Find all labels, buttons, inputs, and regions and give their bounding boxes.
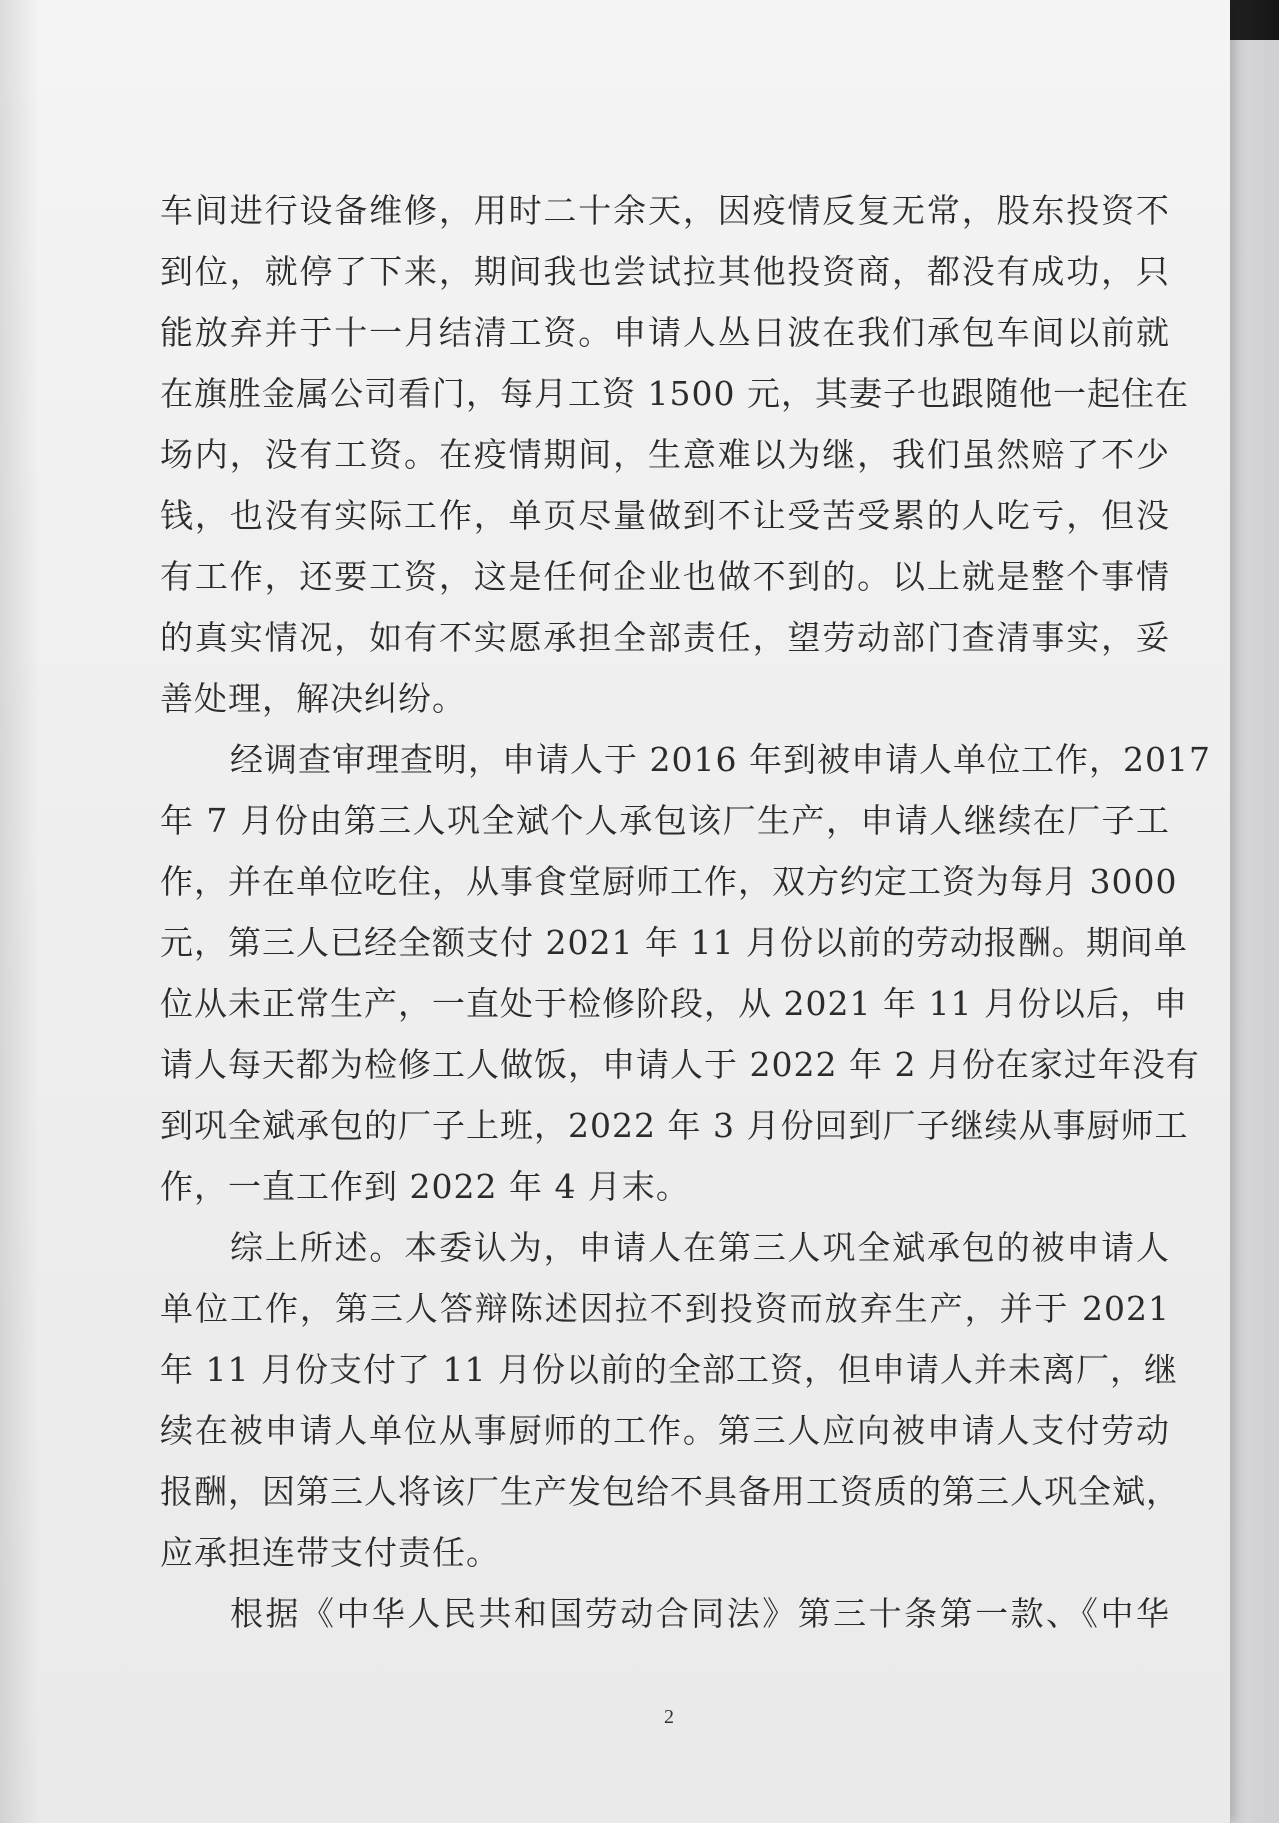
paragraph-1 <box>160 180 1189 729</box>
text-line: 能放弃并于十一月结清工资。申请人丛日波在我们承包车间以前就 <box>160 313 1170 352</box>
text-line: 的真实情况，如有不实愿承担全部责任，望劳动部门查清事实，妥 <box>160 618 1170 657</box>
text-line: 根据《中华人民共和国劳动合同法》第三十条第一款、《中华 <box>230 1594 1170 1633</box>
paragraph-4 <box>160 1583 1170 1644</box>
text-line: 到巩全斌承包的厂子上班，2022 年 3 月份回到厂子继续从事厨师工 <box>160 1106 1189 1145</box>
text-line: 应承担连带支付责任。 <box>160 1533 500 1572</box>
text-line: 场内，没有工资。在疫情期间，生意难以为继，我们虽然赔了不少 <box>160 435 1170 474</box>
text-line: 请人每天都为检修工人做饭，申请人于 2022 年 2 月份在家过年没有 <box>160 1045 1200 1084</box>
text-line: 作，并在单位吃住，从事食堂厨师工作，双方约定工资为每月 3000 <box>160 862 1178 901</box>
text-line: 在旗胜金属公司看门，每月工资 1500 元，其妻子也跟随他一起住在 <box>160 374 1189 413</box>
paragraph-2 <box>160 729 1211 1217</box>
text-line: 经调查审理查明，申请人于 2016 年到被申请人单位工作，2017 <box>230 740 1211 779</box>
text-line: 年 7 月份由第三人巩全斌个人承包该厂生产，申请人继续在厂子工 <box>160 801 1170 840</box>
text-line: 善处理，解决纠纷。 <box>160 679 466 718</box>
page-number: 2 <box>664 1706 674 1728</box>
text-line: 报酬，因第三人将该厂生产发包给不具备用工资质的第三人巩全斌， <box>160 1472 1180 1511</box>
text-line: 钱，也没有实际工作，单页尽量做到不让受苦受累的人吃亏，但没 <box>160 496 1170 535</box>
text-line: 单位工作，第三人答辩陈述因拉不到投资而放弃生产，并于 2021 <box>160 1289 1170 1328</box>
text-line: 综上所述。本委认为，申请人在第三人巩全斌承包的被申请人 <box>230 1228 1170 1267</box>
document-body <box>160 180 1211 1644</box>
text-line: 到位，就停了下来，期间我也尝试拉其他投资商，都没有成功，只 <box>160 252 1170 291</box>
text-line: 续在被申请人单位从事厨师的工作。第三人应向被申请人支付劳动 <box>160 1411 1170 1450</box>
text-line: 年 11 月份支付了 11 月份以前的全部工资，但申请人并未离厂，继 <box>160 1350 1178 1389</box>
paragraph-3 <box>160 1217 1180 1583</box>
text-line: 作，一直工作到 2022 年 4 月末。 <box>160 1167 690 1206</box>
page-edge-shadow <box>0 0 40 1823</box>
text-line: 有工作，还要工资，这是任何企业也做不到的。以上就是整个事情 <box>160 557 1170 596</box>
text-line: 车间进行设备维修，用时二十余天，因疫情反复无常，股东投资不 <box>160 191 1170 230</box>
text-line: 元，第三人已经全额支付 2021 年 11 月份以前的劳动报酬。期间单 <box>160 923 1188 962</box>
text-line: 位从未正常生产，一直处于检修阶段，从 2021 年 11 月份以后，申 <box>160 984 1188 1023</box>
